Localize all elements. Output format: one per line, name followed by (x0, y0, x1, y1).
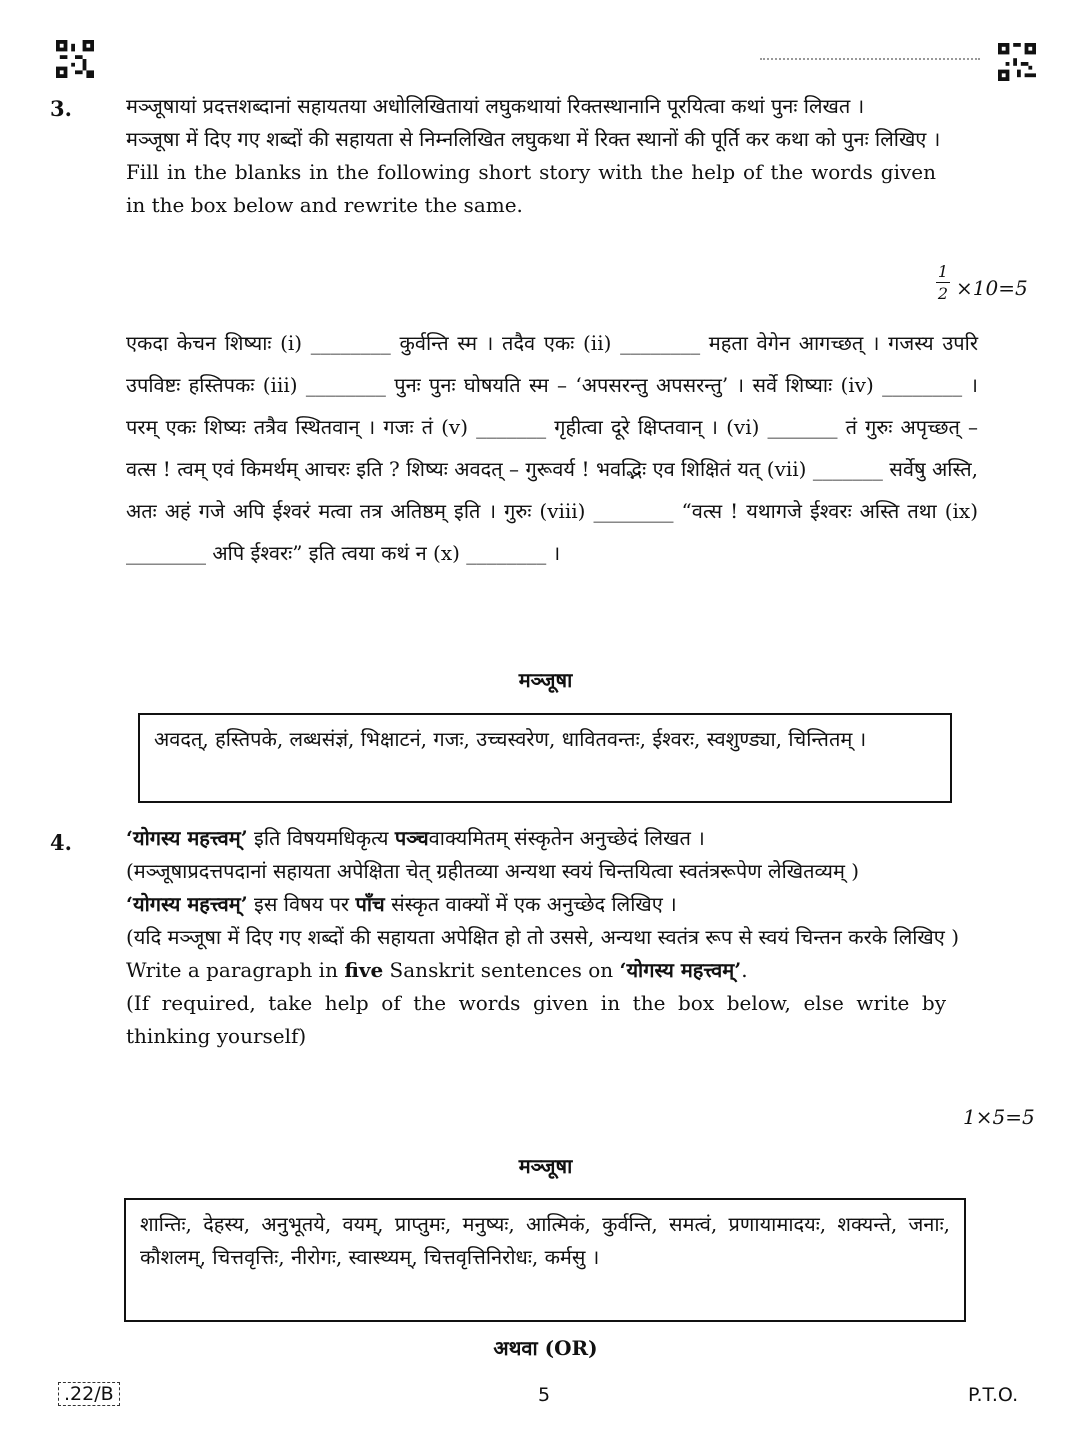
or-label: अथवा (OR) (493, 1336, 598, 1360)
page-number: 5 (538, 1384, 551, 1406)
q4-sanskrit-instruction (126, 822, 978, 855)
paper-code: .22/B (58, 1382, 120, 1406)
q3-sanskrit-instruction: मञ्जूषायां प्रदत्तशब्दानां सहायतया अधोलिखितायां लघुकथायां रिक्तस्थानानि पूरयित्वा कथां पुनः लिखत । (126, 94, 865, 118)
q4-english-note: (If required, take help of the words given in the box below, else write by thinking yourself) (126, 991, 946, 1048)
q3-hindi-instruction: मञ्जूषा में दिए गए शब्दों की सहायता से निम्नलिखित लघुकथा में रिक्त स्थानों की पूर्ति कर कथा को पुनः लिखिए । (126, 127, 941, 151)
q4-l1-end: वाक्यमितम् संस्कृतेन अनुच्छेदं लिखत । (428, 826, 705, 850)
header-dotted-line (760, 58, 980, 60)
q4-marks: 1×5=5 (963, 1105, 1035, 1129)
q4-l5-start: Write a paragraph in (126, 958, 345, 982)
q4-box-words: शान्तिः, देहस्य, अनुभूतये, वयम्, प्राप्तुमः, मनुष्यः, आत्मिकं, कुर्वन्ति, समत्वं, प्रणायामादयः, शक्यन्ते, जनाः, कौशलम्, चित्तवृत्तिः, नीरोगः, स्वास्थ्यम्, चित्तवृत्तिनिरोधः, कर्मसु । (140, 1212, 950, 1269)
q3-story: एकदा केचन शिष्याः (i) ________ कुर्वन्ति स्म । तदैव एकः (ii) ________ महता वेगेन आगच्छत् । गजस्य उपरि उपविष्टः हस्तिपकः (iii) ________ पुनः पुनः घोषयति स्म – ‘अपसरन्तु अपसरन्तु’ । सर्वे शिष्याः (iv) ________ । परम् एकः शिष्यः तत्रैव स्थितवान् । गजः तं (v) _______ गृहीत्वा दूरे क्षिप्तवान् । (vi) _______ तं गुरुः अपृच्छत् – वत्स ! त्वम् एवं किमर्थम् आचरः इति ? शिष्यः अवदत् – गुरूवर्य ! भवद्भिः एव शिक्षितं यत् (vii) _______ सर्वेषु अस्ति, अतः अहं गजे अपि ईश्वरं मत्वा तत्र अतिष्ठम् इति । गुरुः (viii) ________ “वत्स ! यथागजे ईश्वरः अस्ति तथा (ix) ________ अपि ईश्वरः” इति त्वया कथं न (x) ________ । (126, 331, 978, 565)
question-4-number: 4. (50, 830, 72, 855)
question-3-text (126, 90, 978, 222)
q4-l3-mid: इस विषय पर (247, 892, 356, 916)
qr-code-left-icon (56, 40, 94, 78)
q4-l3-bold: पाँच (355, 892, 385, 916)
q4-l3-end: संस्कृत वाक्यों में एक अनुच्छेद लिखिए । (384, 892, 677, 916)
q4-topic-hindi: ‘योगस्य महत्त्वम्’ (126, 892, 248, 916)
question-3-number: 3. (50, 96, 72, 121)
q4-topic: ‘योगस्य महत्त्वम्’ (126, 826, 248, 850)
fraction-bar (936, 282, 950, 283)
q4-l1-mid: इति विषयमधिकृत्य (247, 826, 395, 850)
q3-word-box (138, 713, 952, 803)
q4-hindi-note: (यदि मञ्जूषा में दिए गए शब्दों की सहायता अपेक्षित हो तो उससे, अन्यथा स्वतंत्र रूप से स्वयं चिन्तन करके लिखिए ) (126, 925, 960, 949)
q3-marks-denominator: 2 (937, 284, 949, 303)
q3-marks-numerator: 1 (937, 262, 949, 281)
q4-l5-mid: Sanskrit sentences on (383, 958, 620, 982)
qr-code-right-icon (998, 43, 1036, 81)
q4-english-instruction (126, 954, 978, 987)
q4-sanskrit-note: (मञ्जूषाप्रदत्तपदानां सहायता अपेक्षिता चेत् ग्रहीतव्या अन्यथा स्वयं चिन्तयित्वा स्वतंत्ररूपेण लेखितव्यम् ) (126, 859, 860, 883)
q4-l5-bold: five (344, 958, 384, 982)
q4-l5-end: . (741, 958, 748, 982)
q4-box-title: मञ्जूषा (518, 1154, 573, 1178)
q4-l1-bold: पञ्च (394, 826, 429, 850)
q4-hindi-instruction (126, 888, 978, 921)
q3-marks: ×10=5 (956, 276, 1028, 300)
q3-box-words: अवदत्, हस्तिपके, लब्धसंज्ञं, भिक्षाटनं, गजः, उच्चस्वरेण, धावितवन्तः, ईश्वरः, स्वशुण्ड्या, चिन्तितम् । (154, 727, 867, 751)
q4-word-box (124, 1198, 966, 1322)
q3-marks-fraction (932, 262, 954, 303)
question-4-text (126, 822, 978, 1053)
q4-topic-english: ‘योगस्य महत्त्वम्’ (619, 958, 742, 982)
pto-label: P.T.O. (968, 1384, 1019, 1406)
q3-english-instruction: Fill in the blanks in the following short story with the help of the words given in the box below and rewrite the same. (126, 160, 936, 217)
q3-box-title: मञ्जूषा (518, 668, 573, 692)
